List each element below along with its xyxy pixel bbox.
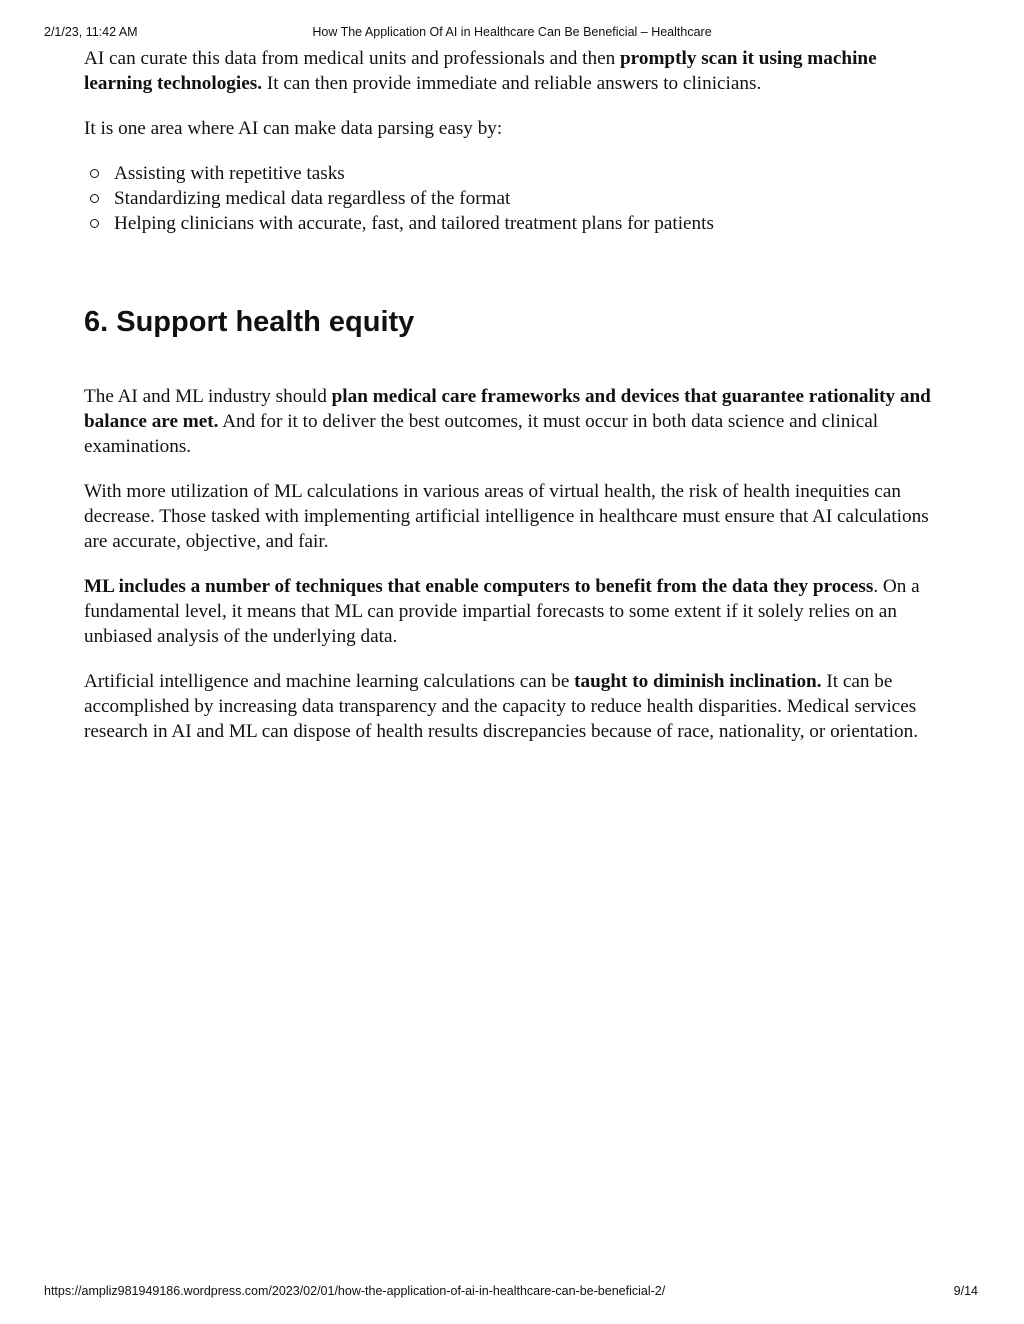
bold-phrase: taught to diminish inclination.	[574, 671, 822, 692]
paragraph-data-parsing: It is one area where AI can make data parsing easy by:	[84, 118, 503, 139]
list-item: Helping clinicians with accurate, fast, and tailored treatment plans for patients	[84, 211, 934, 236]
paragraph-ml-utilization: With more utilization of ML calculations in various areas of virtual health, the risk of health inequities can decrease. Those tasked with implementing artificial intelligence in healthcare must ensure that AI calculations are accurate, objective, and fair.	[84, 481, 929, 552]
bold-phrase: ML includes a number of techniques that enable computers to benefit from the data they process	[84, 576, 874, 597]
paragraph-curate-data: AI can curate this data from medical units and professionals and then promptly scan it using machine learning technologies. It can then provide immediate and reliable answers to clinicians.	[84, 48, 877, 94]
page-number: 9/14	[953, 1284, 978, 1298]
paragraph-ml-techniques: ML includes a number of techniques that enable computers to benefit from the data they process. On a fundamental level, it means that ML can provide impartial forecasts to some extent if it solely relies on an unbiased analysis of the underlying data.	[84, 576, 920, 647]
circle-bullet-icon	[90, 219, 99, 228]
print-page-title: How The Application Of AI in Healthcare Can Be Beneficial – Healthcare	[312, 25, 712, 39]
bold-phrase: promptly scan it using machine learning technologies.	[84, 48, 877, 94]
print-datetime: 2/1/23, 11:42 AM	[44, 25, 138, 39]
circle-bullet-icon	[90, 169, 99, 178]
section-heading: 6. Support health equity	[84, 306, 415, 338]
list-item: Standardizing medical data regardless of the format	[84, 186, 934, 211]
bullet-list	[84, 161, 934, 236]
circle-bullet-icon	[90, 194, 99, 203]
paragraph-ml-industry: The AI and ML industry should plan medical care frameworks and devices that guarantee rationality and balance are met. And for it to deliver the best outcomes, it must occur in both data science and clinical examinations.	[84, 386, 931, 457]
bold-phrase: plan medical care frameworks and devices that guarantee rationality and balance are met.	[84, 386, 931, 432]
article-content	[84, 46, 934, 764]
print-header	[0, 25, 1024, 41]
print-url: https://ampliz981949186.wordpress.com/2023/02/01/how-the-application-of-ai-in-healthcare-can-be-beneficial-2/	[44, 1284, 666, 1298]
paragraph-diminish-inclination: Artificial intelligence and machine learning calculations can be taught to diminish inclination. It can be accomplished by increasing data transparency and the capacity to reduce health disparities. Medical services research in AI and ML can dispose of health results discrepancies because of race, nationality, or orientation.	[84, 671, 918, 742]
print-footer	[0, 1284, 1024, 1300]
list-item: Assisting with repetitive tasks	[84, 161, 934, 186]
